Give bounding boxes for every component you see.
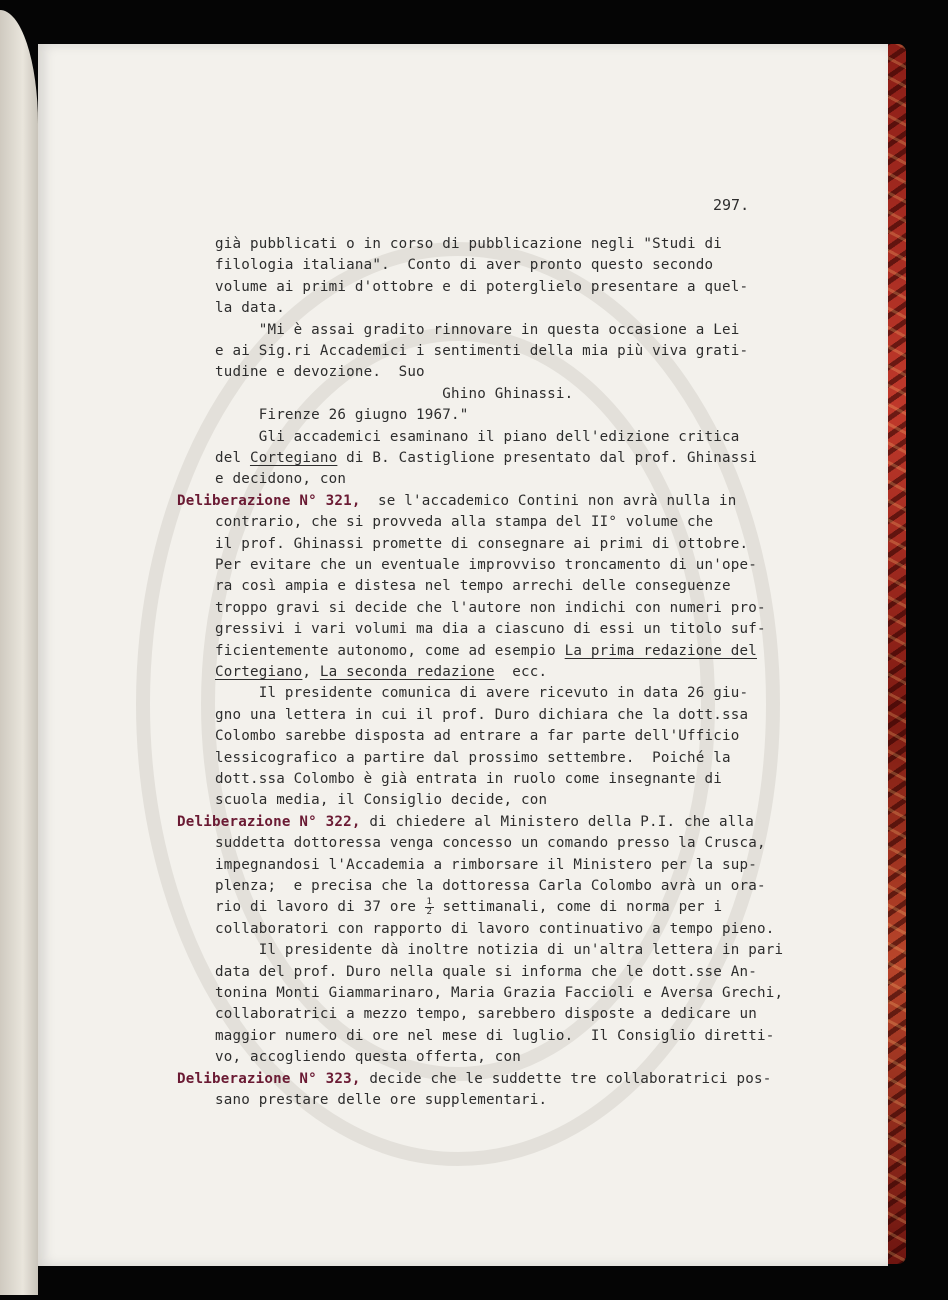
text-segment: sano prestare delle ore supplementari. (215, 1092, 548, 1108)
text-segment: rio di lavoro di 37 ore (215, 899, 425, 916)
text-line (215, 1004, 757, 1025)
deliberation-line (177, 491, 736, 512)
page-number: 297. (713, 196, 750, 214)
text-segment: decide che le suddette tre collaboratrici pos- (360, 1070, 772, 1087)
text-line (215, 576, 731, 597)
fraction: $\frac{1}{2}$ (426, 896, 433, 917)
text-segment: lessicografico a partire dal prossimo settembre. Poiché la (215, 749, 731, 766)
text-line (215, 1026, 774, 1047)
text-line (215, 534, 748, 555)
text-segment: data del prof. Duro nella quale si informa che le dott.sse An- (215, 963, 757, 980)
text-line (215, 897, 722, 918)
text-segment: contrario, che si provveda alla stampa del II° volume che (215, 514, 714, 531)
text-line (215, 555, 757, 576)
text-segment: già pubblicati o in corso di pubblicazione negli "Studi di (215, 236, 723, 252)
text-segment: Colombo sarebbe disposta ad entrare a far parte dell'Ufficio (215, 728, 740, 745)
text-line (215, 255, 713, 276)
text-segment: impegnandosi l'Accademia a rimborsare il Ministero per la sup- (215, 856, 757, 873)
text-segment: troppo gravi si decide che l'autore non indichi con numeri pro- (215, 599, 766, 616)
text-segment: se l'accademico Contini non avrà nulla in (360, 492, 737, 509)
text-line (215, 919, 774, 940)
text-line (215, 427, 740, 448)
text-segment: volume ai primi d'ottobre e di poterglielo presentare a quel- (215, 278, 749, 295)
text-segment: vo, accogliendo questa offerta, con (215, 1049, 521, 1066)
text-line (215, 748, 731, 769)
text-line (215, 234, 722, 255)
text-line (215, 940, 783, 961)
text-line (215, 298, 285, 319)
text-line (215, 962, 757, 983)
text-line (215, 641, 757, 662)
text-line (215, 277, 748, 298)
text-segment: filologia italiana". Conto di aver pronto questo secondo (215, 257, 714, 274)
text-line (215, 855, 757, 876)
text-segment: settimanali, come di norma per i (433, 899, 723, 916)
text-line (215, 448, 757, 469)
text-segment: la data. (215, 300, 285, 317)
text-segment: tudine e devozione. Suo (215, 364, 425, 381)
text-segment: collaboratori con rapporto di lavoro continuativo a tempo pieno. (215, 920, 775, 937)
underlined-title: Cortegiano (249, 450, 338, 466)
underlined-title: La prima redazione del (564, 642, 757, 659)
text-line (215, 790, 547, 811)
text-segment: , (302, 664, 320, 680)
text-line (215, 619, 766, 640)
text-line (215, 683, 748, 704)
text-line (215, 1090, 547, 1111)
text-line (215, 662, 547, 683)
text-line (215, 833, 766, 854)
underlined-title: Cortegiano (215, 664, 303, 680)
text-line (215, 384, 573, 405)
text-segment: di chiedere al Ministero della P.I. che alla (360, 813, 754, 830)
deliberation-label: Deliberazione N° 321, (177, 492, 361, 509)
deliberation-label: Deliberazione N° 323, (177, 1070, 361, 1087)
text-segment: dott.ssa Colombo è già entrata in ruolo come insegnante di (215, 771, 723, 787)
text-segment: e decidono, con (215, 471, 347, 488)
deliberation-label: Deliberazione N° 322, (177, 813, 361, 830)
text-line (215, 362, 425, 383)
text-segment: "Mi è assai gradito rinnovare in questa occasione a Lei (215, 321, 740, 338)
text-line (215, 1047, 521, 1068)
text-segment: Firenze 26 giugno 1967." (215, 407, 469, 424)
text-segment: scuola media, il Consiglio decide, con (215, 792, 548, 809)
text-line (215, 769, 722, 790)
text-line (215, 598, 766, 619)
text-segment: plenza; e precisa che la dottoressa Carla Colombo avrà un ora- (215, 878, 766, 894)
document-page (38, 44, 888, 1266)
text-segment: collaboratrici a mezzo tempo, sarebbero disposte a dedicare un (215, 1006, 757, 1023)
text-segment: maggior numero di ore nel mese di luglio. Il Consiglio diretti- (215, 1027, 775, 1044)
text-segment: di B. Castiglione presentato dal prof. Ghinassi (337, 450, 757, 466)
text-segment: tonina Monti Giammarinaro, Maria Grazia Faccioli e Aversa Grechi, (215, 985, 784, 1001)
text-line (215, 726, 740, 747)
text-segment: suddetta dottoressa venga concesso un comando presso la Crusca, (215, 835, 766, 852)
text-segment: Gli accademici esaminano il piano dell'edizione critica (215, 428, 740, 445)
text-segment: Il presidente dà inoltre notizia di un'altra lettera in pari (215, 942, 784, 959)
text-segment: il prof. Ghinassi promette di consegnare ai primi di ottobre. (215, 535, 749, 552)
text-segment: ficientemente autonomo, come ad esempio (215, 642, 565, 659)
text-segment: Ghino Ghinassi. (215, 385, 574, 402)
text-segment: Il presidente comunica di avere ricevuto in data 26 giu- (215, 685, 749, 702)
text-line (215, 320, 740, 341)
text-line (215, 512, 713, 533)
text-line (215, 705, 748, 726)
text-segment: gressivi i vari volumi ma dia a ciascuno di essi un titolo suf- (215, 621, 766, 638)
text-line (215, 983, 783, 1004)
text-segment: e ai Sig.ri Accademici i sentimenti della mia più viva grati- (215, 343, 749, 359)
underlined-title: La seconda redazione (319, 664, 495, 680)
facing-page-edge (0, 10, 38, 1295)
text-line (215, 469, 346, 490)
deliberation-line (177, 812, 754, 833)
deliberation-line (177, 1069, 771, 1090)
text-segment: gno una lettera in cui il prof. Duro dichiara che la dott.ssa (215, 706, 749, 723)
text-segment: Per evitare che un eventuale improvviso troncamento di un'ope- (215, 557, 757, 573)
text-line (215, 405, 469, 426)
text-segment: ecc. (494, 664, 548, 680)
text-line (215, 341, 748, 362)
text-segment: ra così ampia e distesa nel tempo arrechi delle conseguenze (215, 578, 731, 595)
text-segment: del (215, 450, 250, 466)
text-line (215, 876, 766, 897)
